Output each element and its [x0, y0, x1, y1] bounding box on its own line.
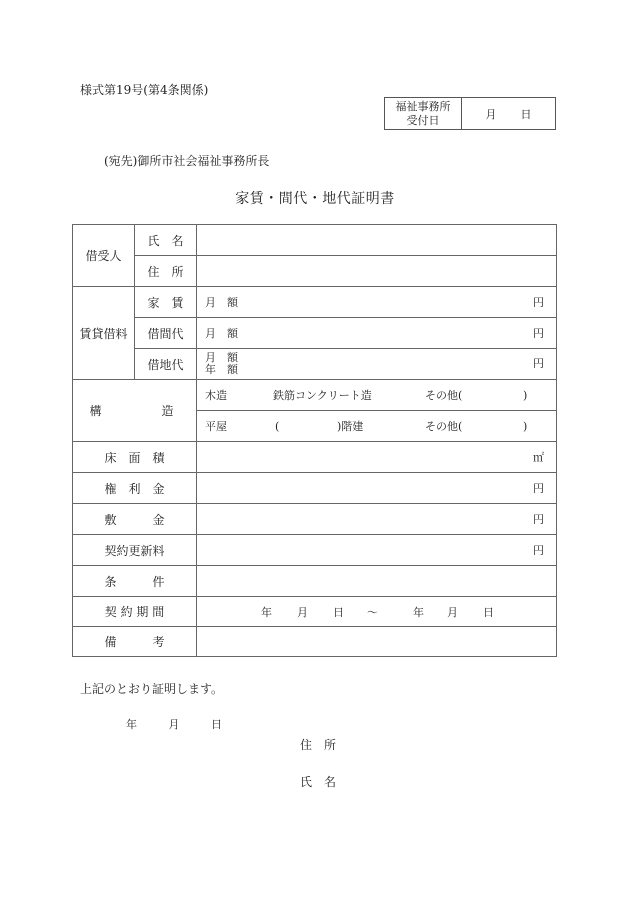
contract-period-text: 契 約 期 間 — [104, 605, 165, 619]
close-paren: ) — [523, 388, 528, 402]
floor-area-text: 床 面 積 — [104, 450, 165, 465]
room-rent-text: 借間代 — [147, 326, 184, 341]
yen-unit: 円 — [533, 544, 544, 557]
house-rent-text: 家 賃 — [147, 295, 184, 310]
start-day: 日 — [333, 605, 344, 619]
certification-date[interactable] — [126, 716, 250, 732]
tilde: ～ — [367, 605, 378, 619]
close-paren: ) — [523, 419, 528, 433]
rent-group-label — [72, 286, 135, 380]
certifier-address-label: 住 所 — [300, 738, 337, 752]
start-year: 年 — [261, 605, 272, 619]
certification-statement: 上記のとおり証明します。 — [80, 682, 224, 696]
conditions-field[interactable] — [196, 565, 557, 597]
renewal-fee-text: 契約更新料 — [104, 543, 165, 558]
receipt-label — [385, 98, 462, 129]
house-rent-label — [134, 286, 197, 318]
floor-area-field[interactable] — [196, 441, 557, 473]
form-number: 様式第19号(第4条関係) — [80, 83, 209, 97]
key-money-field[interactable] — [196, 472, 557, 504]
end-day: 日 — [483, 605, 494, 619]
open-paren: ( — [275, 419, 280, 433]
end-month: 月 — [447, 605, 458, 619]
remarks-text: 備 考 — [104, 635, 165, 649]
cert-day: 日 — [211, 718, 222, 731]
receipt-date-field[interactable] — [462, 98, 555, 129]
structure-type-row — [196, 379, 557, 411]
annual-amount-label: 年 額 — [205, 363, 238, 376]
house-rent-field[interactable] — [196, 286, 557, 318]
addressee: (宛先)御所市社会福祉事務所長 — [104, 154, 270, 168]
tenant-address-label — [134, 255, 197, 287]
conditions-text: 条 件 — [104, 574, 165, 589]
yen-unit: 円 — [533, 296, 544, 309]
remarks-label — [72, 626, 197, 657]
start-month: 月 — [297, 605, 308, 619]
room-rent-field[interactable] — [196, 317, 557, 349]
land-rent-label — [134, 348, 197, 380]
receipt-label-line1: 福祉事務所 — [395, 99, 451, 113]
cert-year: 年 — [126, 718, 137, 731]
structure-text: 構 造 — [89, 404, 180, 418]
floor-area-label — [72, 441, 197, 473]
room-rent-label — [134, 317, 197, 349]
floors-field[interactable]: )階建 — [337, 420, 364, 433]
option-reinforced-concrete[interactable]: 鉄筋コンクリート造 — [273, 389, 372, 402]
tenant-name-field[interactable] — [196, 224, 557, 256]
receipt-month: 月 — [485, 107, 497, 121]
monthly-amount-label: 月 額 — [205, 351, 238, 364]
remarks-field[interactable] — [196, 626, 557, 657]
receipt-date-box — [384, 97, 556, 130]
tenant-address-field[interactable] — [196, 255, 557, 287]
contract-period-field[interactable] — [196, 596, 557, 627]
deposit-text: 敷 金 — [104, 512, 165, 527]
option-other[interactable]: その他( — [425, 389, 463, 402]
tenant-address-text: 住 所 — [147, 264, 184, 279]
receipt-day: 日 — [520, 107, 532, 121]
rent-group-text: 賃貸借料 — [79, 326, 128, 341]
sqm-unit: ㎡ — [533, 451, 544, 464]
deposit-label — [72, 503, 197, 535]
land-rent-text: 借地代 — [147, 357, 184, 372]
monthly-amount-label: 月 額 — [205, 327, 238, 340]
option-single-story[interactable]: 平屋 — [205, 420, 227, 433]
yen-unit: 円 — [533, 482, 544, 495]
tenant-group-text: 借受人 — [85, 249, 122, 263]
receipt-label-line2: 受付日 — [406, 113, 440, 127]
structure-label — [72, 379, 197, 442]
certifier-name-label: 氏 名 — [300, 775, 337, 789]
yen-unit: 円 — [533, 357, 544, 370]
document-title: 家賃・間代・地代証明書 — [235, 191, 395, 207]
renewal-fee-field[interactable] — [196, 534, 557, 566]
key-money-text: 権 利 金 — [104, 481, 165, 496]
key-money-label — [72, 472, 197, 504]
yen-unit: 円 — [533, 327, 544, 340]
yen-unit: 円 — [533, 513, 544, 526]
certificate-table — [72, 224, 557, 657]
cert-month: 月 — [168, 718, 180, 731]
conditions-label — [72, 565, 197, 597]
monthly-amount-label: 月 額 — [205, 296, 238, 309]
end-year: 年 — [413, 605, 424, 619]
contract-period-label — [72, 596, 197, 627]
tenant-name-text: 氏 名 — [147, 233, 184, 248]
renewal-fee-label — [72, 534, 197, 566]
tenant-group-label — [72, 224, 135, 287]
land-rent-field[interactable] — [196, 348, 557, 380]
option-other[interactable]: その他( — [425, 420, 463, 433]
tenant-name-label — [134, 224, 197, 256]
deposit-field[interactable] — [196, 503, 557, 535]
option-wooden[interactable]: 木造 — [205, 389, 227, 402]
structure-floors-row — [196, 410, 557, 442]
